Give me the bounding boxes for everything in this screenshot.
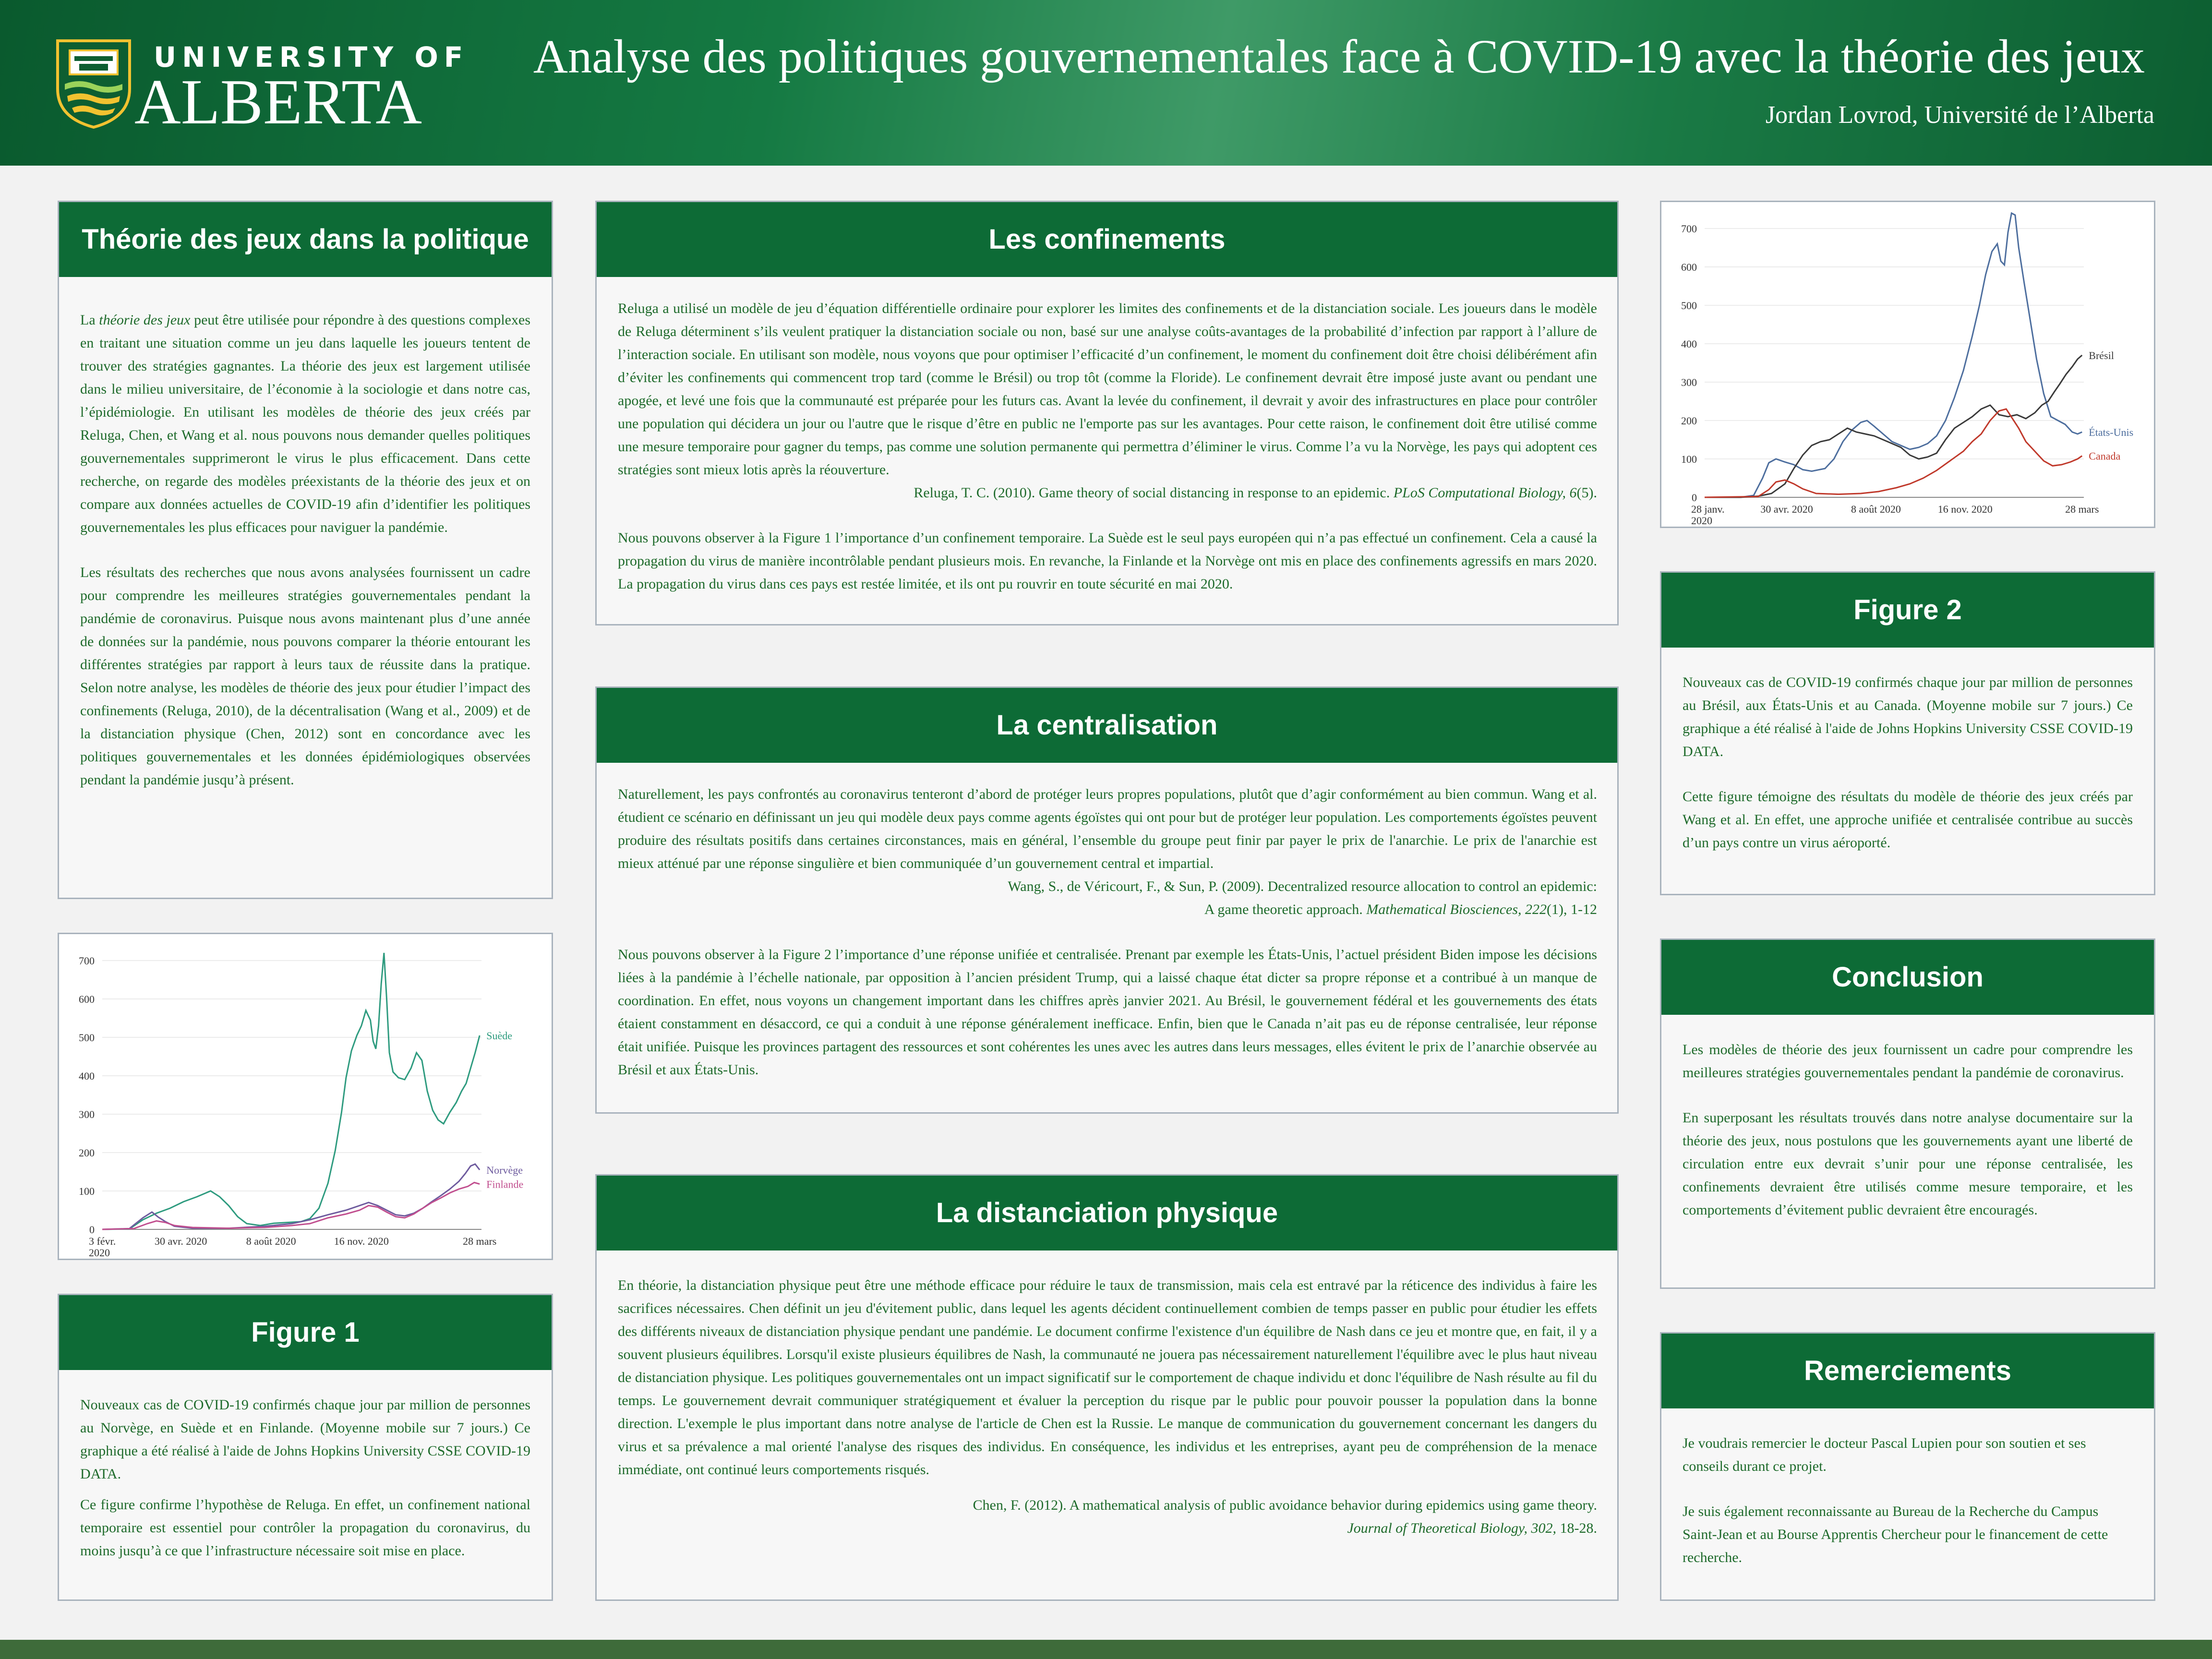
theorie-heading-text: Théorie des jeux dans la politique	[82, 224, 529, 255]
figure1-y-tick-label: 300	[79, 1108, 95, 1120]
figure2-paragraph-2: Cette figure témoigne des résultats du modèle de théorie des jeux créés par Wang et al. En effet, une approche unifiée et centralisée contribue au succès d’un pays contre un virus aéroporté.	[1683, 789, 2133, 851]
university-logo	[53, 36, 469, 137]
theorie-p1-start: La	[80, 312, 99, 328]
figure2-x-tick-label: 28 janv.	[1691, 503, 1725, 515]
figure1-x-tick-label: 8 août 2020	[246, 1235, 296, 1247]
centralisation-ref-title: A game theoretic approach.	[1204, 902, 1367, 917]
confinements-reference	[618, 481, 1597, 505]
figure2-series-label: États-Unis	[2089, 426, 2134, 438]
remerciements-paragraph-2: Je suis également reconnaissante au Bureau de la Recherche du Campus Saint-Jean et au Bourse Apprentis Chercheur pour le financement de cette recherche.	[1683, 1503, 2108, 1565]
confinements-ref-journal: PLoS Computational Biology, 6	[1393, 485, 1577, 501]
centralisation-paragraph-2: Nous pouvons observer à la Figure 2 l’importance d’une réponse unifiée et centralisée. Prenant par exemple les États-Unis, l’actuel président Biden impose les décisions liées à la pandémie à l’échelle nationale, par opposition à l’ancien président Trump, qui a laissé chaque état dicter sa propre réponse et a contribué à un manque de coordination. En effet, nous voyons un changement important dans les chiffres après janvier 2021. Au Brésil, le gouvernement fédéral et les gouvernements des états étaient constamment en désaccord, ce qui a conduit à une réponse généralement inefficace. Enfin, bien que le Canada n’ait pas eu de réponse centralisée, leur réponse était unifiée. Puisque les provinces partagent des ressources et sont cohérentes les unes avec les autres dans leurs messages, elles évitent le prix de l’anarchie observée au Brésil et aux États-Unis.	[618, 947, 1597, 1078]
figure1-paragraph-1: Nouveaux cas de COVID-19 confirmés chaque jour par million de personnes au Norvège, en Suède et en Finlande. (Moyenne mobile sur 7 jours.) Ce graphique a été réalisé à l'aide de Johns Hopkins University CSSE COVID-19 DATA.	[80, 1397, 530, 1482]
figure1-heading	[59, 1295, 552, 1370]
figure2-series-line-brsil	[1705, 355, 2082, 497]
conclusion-paragraph-2: En superposant les résultats trouvés dans notre analyse documentaire sur la théorie des jeux, nous postulons que les gouvernements ayant une liberté de circulation entre eux devrait s’unir pour une réponse centralisée, les confinements devraient être utilisés comme mesure temporaire, et les comportements d’évitement public devraient être encouragés.	[1683, 1110, 2133, 1218]
logo-text-line1: UNIVERSITY OF	[154, 41, 469, 73]
remerciements-paragraph-1: Je voudrais remercier le docteur Pascal Lupien pour son soutien et ses conseils durant ce projet.	[1683, 1435, 2086, 1474]
distanciation-reference	[618, 1494, 1597, 1540]
theorie-p1-rest: peut être utilisée pour répondre à des questions complexes en traitant une situation comme un jeu dans laquelle les joueurs tentent de trouver des stratégies gagnantes. La théorie des jeux est largement utilisée dans le milieu universitaire, de l’économie à la sociologie et dans notre cas, l’épidémiologie. En utilisant les modèles de théorie des jeux créés par Reluga, Chen, et Wang et al. nous pouvons nous demander quelles politiques gouvernementales supprimeront le virus le plus efficacement. Dans cette recherche, on regarde des modèles préexistants de la théorie des jeux et on compare aux données actuelles de COVID-19 afin d’identifier les politiques gouvernementales les plus efficaces pour naviguer la pandémie.	[80, 312, 530, 535]
figure1-chart	[58, 933, 553, 1260]
figure1-x-tick-label: 3 févr.	[89, 1235, 116, 1247]
poster-header	[0, 0, 2212, 166]
confinements-ref-text: Reluga, T. C. (2010). Game theory of social distancing in response to an epidemic.	[914, 485, 1394, 501]
confinements-panel	[595, 201, 1619, 625]
distanciation-body	[618, 1274, 1597, 1562]
poster-author: Jordan Lovrod, Université de l’Alberta	[1765, 101, 2154, 129]
figure2-x-tick-label-year: 2020	[1691, 515, 1712, 527]
figure1-body	[80, 1394, 530, 1585]
conclusion-paragraph-1: Les modèles de théorie des jeux fournissent un cadre pour comprendre les meilleures stratégies gouvernementales pendant la pandémie de coronavirus.	[1683, 1042, 2133, 1081]
figure2-series-label: Canada	[2089, 450, 2121, 462]
distanciation-paragraph-1: En théorie, la distanciation physique peut être une méthode efficace pour réduire le taux de transmission, mais cela est entravé par la réticence des individus à faire les sacrifices nécessaires. Chen définit un jeu d'évitement public, dans lequel les agents décident continuellement combien de temps passer en public pour étudier les effets des différents niveaux de distanciation physique pendant une pandémie. Le document confirme l'existence d'un équilibre de Nash dans ce jeu et montre que, en fait, il y a souvent plusieurs équilibres. Lorsqu'il existe plusieurs équilibres de Nash, la communauté ne jouera pas nécessairement naturellement l'équilibre avec le plus haut niveau de distanciation physique. Les politiques gouvernementales ont un impact significatif sur le comportement de chaque individu et donc l'équilibre de Nash résulte au fil du temps. Le gouvernement devrait communiquer stratégiquement et évaluer la perception du risque par le public pour pouvoir pousser la population dans la bonne direction. L'exemple le plus important dans notre analyse de l'article de Chen est la Russie. Le manque de communication du gouvernement concernant les dangers du virus et sa prévalence a mal orienté l'analyse des risques des individus. En conséquence, les individus et les entreprises, ayant peu de compréhension de la menace immédiate, ont continué leurs comportements risqués.	[618, 1277, 1597, 1478]
figure2-x-tick-label: 16 nov. 2020	[1937, 503, 1993, 515]
figure2-series-line-tatsunis	[1705, 213, 2082, 497]
distanciation-panel	[595, 1174, 1619, 1601]
figure1-paragraph-2: Ce figure confirme l’hypothèse de Reluga. En effet, un confinement national temporaire est essentiel pour contrôler la propagation du coronavirus, du moins jusqu’à ce que l’infrastructure nécessaire soit mise en place.	[80, 1497, 530, 1559]
distanciation-ref-line1: Chen, F. (2012). A mathematical analysis of public avoidance behavior during epidemics using game theory.	[973, 1497, 1597, 1513]
figure1-series-label: Suède	[486, 1030, 513, 1042]
theorie-paragraph-1	[80, 309, 530, 539]
figure1-chart-svg	[59, 934, 552, 1259]
centralisation-reference	[618, 875, 1597, 921]
figure2-paragraph-1: Nouveaux cas de COVID-19 confirmés chaque jour par million de personnes au Brésil, aux États-Unis et au Canada. (Moyenne mobile sur 7 jours.) Ce graphique a été réalisé à l'aide de Johns Hopkins University CSSE COVID-19 DATA.	[1683, 674, 2133, 759]
figure1-x-tick-label-year: 2020	[89, 1247, 110, 1259]
conclusion-panel	[1660, 938, 2155, 1289]
figure2-y-tick-label: 400	[1681, 338, 1697, 350]
centralisation-heading	[597, 688, 1617, 763]
confinements-ref-end: (5).	[1576, 485, 1597, 501]
figure2-panel	[1660, 571, 2155, 895]
theorie-paragraph-2: Les résultats des recherches que nous avons analysées fournissent un cadre pour comprendre les meilleures stratégies gouvernementales pendant la pandémie de coronavirus. Puisque nous avons maintenant plus d’une année de données sur la pandémie, nous pouvons comparer la théorie entourant les différentes stratégies par rapport à leurs taux de réussite dans la pratique. Selon notre analyse, les modèles de théorie des jeux pour étudier l’impact des confinements (Reluga, 2010), de la décentralisation (Wang et al., 2009) et de la distanciation physique (Chen, 2012) sont en concordance avec les politiques gouvernementales et les données épidémiologiques observées pendant la pandémie jusqu’à présent.	[80, 565, 530, 788]
figure2-x-tick-label: 28 mars	[2065, 503, 2099, 515]
figure2-chart	[1660, 201, 2155, 528]
confinements-paragraph-1: Reluga a utilisé un modèle de jeu d’équation différentielle ordinaire pour explorer les limites des confinements et de la distanciation sociale. Les joueurs dans le modèle de Reluga déterminent s’ils veulent pratiquer la distanciation sociale ou non, basé sur une analyse coûts-avantages de la probabilité d’infection par rapport à l’allure de l’interaction sociale. En utilisant son modèle, nous voyons que pour optimiser l’efficacité d’un confinement, le moment du confinement doit être choisi délibérément afin d’éviter les confinements qui commencent trop tard (comme le Brésil) ou trop tôt (comme la Floride). Le confinement devrait être imposé juste avant ou pendant une apogée, et levé une fois que la communauté est préparée pour les futurs cas. Avant la levée du confinement, il devrait y avoir des infrastructures en place pour contrôler une population qui décidera un jour ou l'autre que le risque d’être en public ne l'emporte pas sur les avantages. Pour cette raison, le confinement doit être utilisé comme une mesure temporaire pour gagner du temps, pas comme une solution permanente qui permettra d’éliminer le virus. Comme l’a vu la Norvège, les pays qui adoptent ces stratégies sont mieux lotis après la réouverture.	[618, 301, 1597, 478]
figure2-heading-text: Figure 2	[1853, 594, 1962, 625]
figure2-y-tick-label: 200	[1681, 415, 1697, 427]
figure1-y-tick-label: 400	[79, 1070, 95, 1082]
conclusion-body	[1683, 1038, 2133, 1244]
figure2-y-tick-label: 500	[1681, 300, 1697, 312]
remerciements-panel	[1660, 1332, 2155, 1601]
figure1-series-label: Finlande	[486, 1178, 524, 1190]
confinements-body	[618, 297, 1597, 618]
figure1-y-tick-label: 700	[79, 955, 95, 967]
centralisation-ref-journal: Mathematical Biosciences, 222	[1366, 902, 1547, 917]
remerciements-heading-text: Remerciements	[1804, 1355, 2011, 1386]
theorie-panel	[58, 201, 553, 899]
centralisation-paragraph-1: Naturellement, les pays confrontés au coronavirus tenteront d’abord de protéger leurs propres populations, plutôt que d’agir conformément au bien commun. Wang et al. étudient ce scénario en définissant un jeu qui modèle deux pays comme agents égoïstes qui ont pour but de protéger leur population. Les comportements égoïstes peuvent produire des résultats positifs dans certaines circonstances, mais en général, l’ensemble du groupe peut finir par payer le prix de l'anarchie. Le prix de l'anarchie est mieux atténué par une réponse singulière et bien communiquée d’un gouvernement central et impartial.	[618, 786, 1597, 871]
figure1-series-line-norvge	[102, 1164, 480, 1229]
figure1-panel	[58, 1294, 553, 1601]
distanciation-heading	[597, 1176, 1617, 1250]
figure1-x-tick-label: 16 nov. 2020	[334, 1235, 389, 1247]
confinements-heading	[597, 202, 1617, 277]
conclusion-heading-text: Conclusion	[1832, 962, 1984, 993]
poster-footer	[0, 1640, 2212, 1659]
centralisation-ref-line1: Wang, S., de Véricourt, F., & Sun, P. (2009). Decentralized resource allocation to control an epidemic:	[1008, 878, 1597, 894]
confinements-heading-text: Les confinements	[988, 224, 1226, 255]
remerciements-heading	[1661, 1334, 2154, 1408]
distanciation-ref-line2	[618, 1517, 1597, 1540]
figure1-y-tick-label: 500	[79, 1032, 95, 1044]
theorie-heading	[59, 202, 552, 277]
confinements-paragraph-2: Nous pouvons observer à la Figure 1 l’importance d’un confinement temporaire. La Suède est le seul pays européen qui n’a pas effectué un confinement. Cela a causé la propagation du virus de manière incontrôlable pendant plusieurs mois. En revanche, la Finlande et la Norvège ont mis en place des confinements agressifs en mars 2020. La propagation du virus dans ces pays est restée limitée, et ils ont pu rouvrir en toute sécurité en mai 2020.	[618, 530, 1597, 592]
figure1-x-tick-label: 30 avr. 2020	[154, 1235, 207, 1247]
figure2-chart-svg	[1661, 202, 2154, 527]
centralisation-panel	[595, 686, 1619, 1114]
theorie-p1-term: théorie des jeux	[99, 312, 191, 328]
centralisation-ref-line2	[618, 898, 1597, 921]
university-crest-icon	[53, 36, 134, 130]
theorie-body	[80, 309, 530, 814]
remerciements-body	[1683, 1432, 2133, 1591]
figure2-body	[1683, 671, 2133, 877]
figure2-y-tick-label: 700	[1681, 223, 1697, 235]
figure2-y-tick-label: 0	[1692, 492, 1697, 504]
figure1-y-tick-label: 0	[89, 1224, 95, 1236]
figure2-series-line-canada	[1705, 409, 2082, 497]
distanciation-heading-text: La distanciation physique	[936, 1197, 1278, 1228]
figure1-y-tick-label: 600	[79, 993, 95, 1005]
figure2-y-tick-label: 300	[1681, 376, 1697, 388]
centralisation-ref-end: (1), 1-12	[1547, 902, 1597, 917]
figure1-x-tick-label: 28 mars	[463, 1235, 497, 1247]
figure2-series-label: Brésil	[2089, 349, 2114, 361]
figure1-series-label: Norvège	[486, 1164, 523, 1176]
conclusion-heading	[1661, 940, 2154, 1015]
figure2-y-tick-label: 600	[1681, 261, 1697, 273]
poster-title: Analyse des politiques gouvernementales face à COVID-19 avec la théorie des jeux	[533, 30, 2145, 83]
figure1-y-tick-label: 100	[79, 1185, 95, 1197]
centralisation-body	[618, 783, 1597, 1104]
figure2-heading	[1661, 573, 2154, 648]
figure1-heading-text: Figure 1	[251, 1317, 360, 1348]
logo-text-line2: ALBERTA	[134, 66, 422, 137]
figure1-series-line-sude	[102, 953, 480, 1229]
distanciation-ref-journal: Journal of Theoretical Biology, 302,	[1347, 1520, 1556, 1536]
figure2-x-tick-label: 30 avr. 2020	[1760, 503, 1813, 515]
distanciation-ref-end: 18-28.	[1556, 1520, 1597, 1536]
figure1-y-tick-label: 200	[79, 1147, 95, 1159]
figure2-y-tick-label: 100	[1681, 453, 1697, 465]
figure2-x-tick-label: 8 août 2020	[1851, 503, 1901, 515]
centralisation-heading-text: La centralisation	[996, 709, 1218, 741]
